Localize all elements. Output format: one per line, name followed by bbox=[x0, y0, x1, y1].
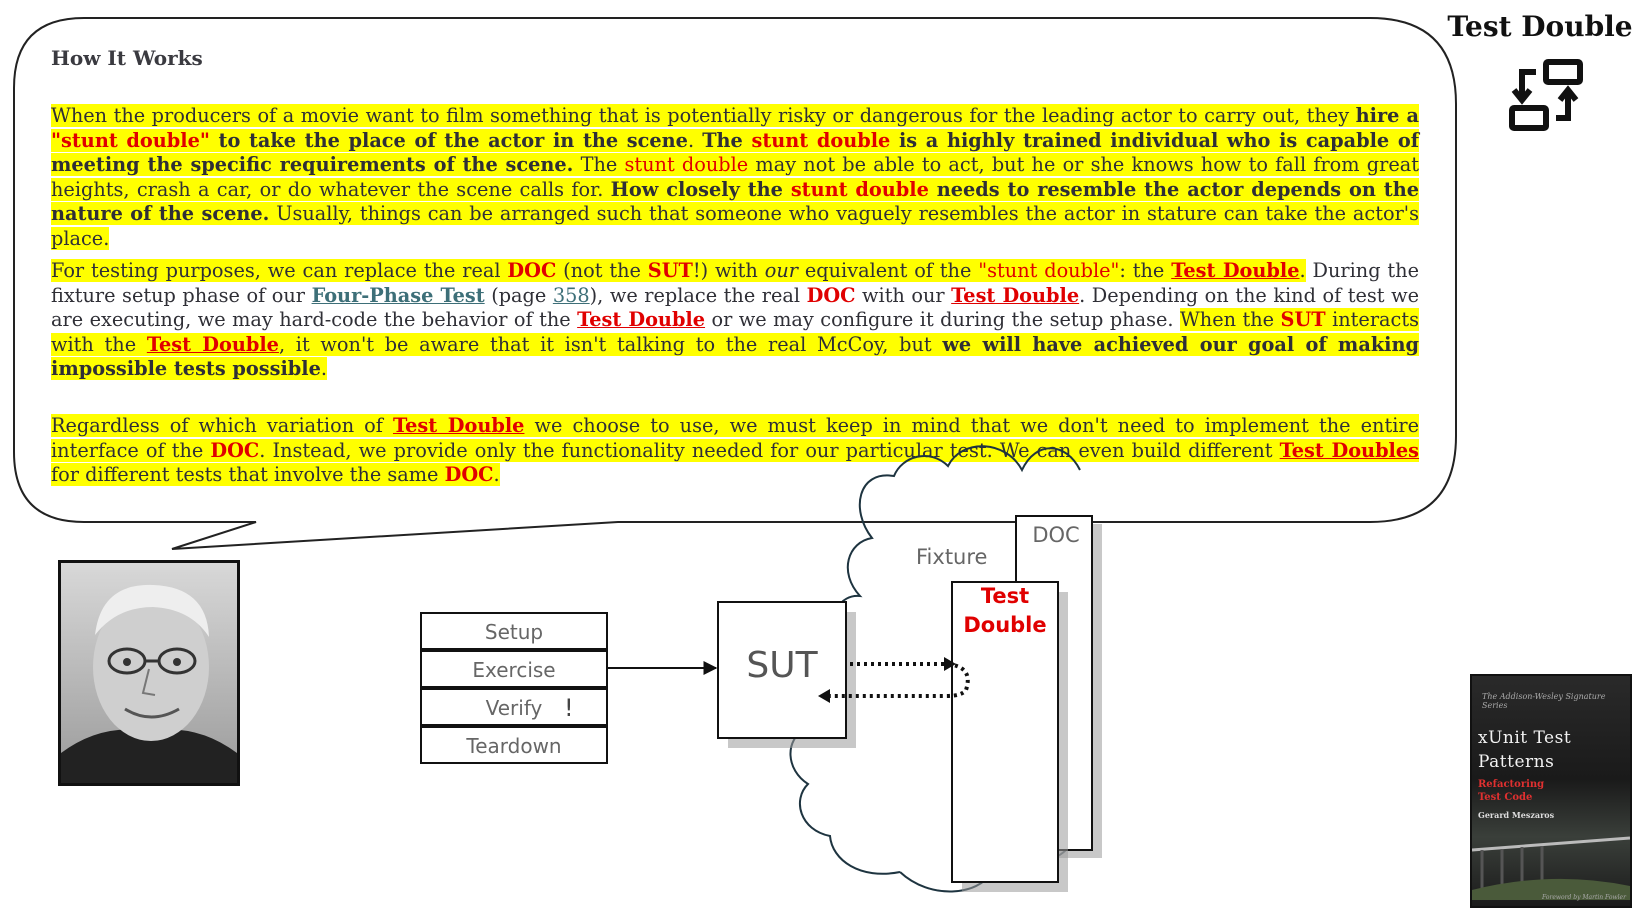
section-heading: How It Works bbox=[51, 46, 203, 70]
exclamation-icon: ! bbox=[564, 694, 574, 722]
phase-exercise: Exercise bbox=[420, 650, 608, 688]
page-358-link[interactable]: 358 bbox=[552, 283, 590, 307]
test-double-link[interactable]: Test Double bbox=[392, 414, 525, 437]
test-double-link[interactable]: Test Double bbox=[146, 332, 279, 356]
bridge-photo bbox=[1472, 820, 1630, 900]
test-double-link[interactable]: Test Double bbox=[951, 283, 1080, 307]
page-title: Test Double bbox=[1447, 10, 1633, 43]
phase-teardown: Teardown bbox=[420, 726, 608, 764]
test-double-label: Test Double bbox=[963, 584, 1047, 637]
paragraph-testing-purposes: For testing purposes, we can replace the real DOC (not the SUT!) with our equivalent of the "stunt double": the Test Double. During the fixture setup phase of our Four-Phase Test (page 358), we replace the real DOC with our Test Double. Depending on the kind of test we are executing, we may hard-code the behavior of the Test Double or we may configure it during the setup phase. When the SUT interacts with the Test Double, it won't be aware that it isn't talking to the real McCoy, but we will have achieved our goal of making impossible tests possible. bbox=[51, 259, 1420, 380]
phase-setup: Setup bbox=[420, 612, 608, 650]
phase-verify: Verify ! bbox=[420, 688, 608, 726]
four-phase-test-link[interactable]: Four-Phase Test bbox=[311, 283, 485, 307]
doc-label: DOC bbox=[1032, 523, 1080, 547]
paragraph-variation: Regardless of which variation of Test Double we choose to use, we must keep in mind that we don't need to implement the entire interface of the DOC. Instead, we provide only the functionality needed for our particular test. We can even build different Test Doubles for different tests that involve the same DOC. bbox=[51, 414, 1420, 486]
test-double-link[interactable]: Test Double bbox=[1171, 259, 1300, 282]
fixture-label: Fixture bbox=[916, 545, 988, 569]
paragraph-stunt-double: When the producers of a movie want to film something that is potentially risky or dangerous for the leading actor to carry out, they hire a "stunt double" to take the place of the actor in the scene. The stunt double is a highly trained individual who is capable of meeting the specific requirements of the scene. The stunt double may not be able to act, but he or she knows how to fall from great heights, crash a car, or do whatever the scene calls for. How closely the stunt double needs to resemble the actor depends on the nature of the scene. Usually, things can be arranged such that someone who vaguely resembles the actor in stature can take the actor's place. bbox=[51, 104, 1420, 250]
book-cover: The Addison-Wesley Signature Series xUnit Test Patterns Refactoring Test Code Gerard Meszaros Foreword by Martin Fowler bbox=[1470, 674, 1632, 908]
test-doubles-link[interactable]: Test Doubles bbox=[1279, 438, 1420, 462]
sut-label: SUT bbox=[746, 645, 818, 686]
test-double-link[interactable]: Test Double bbox=[577, 308, 706, 331]
